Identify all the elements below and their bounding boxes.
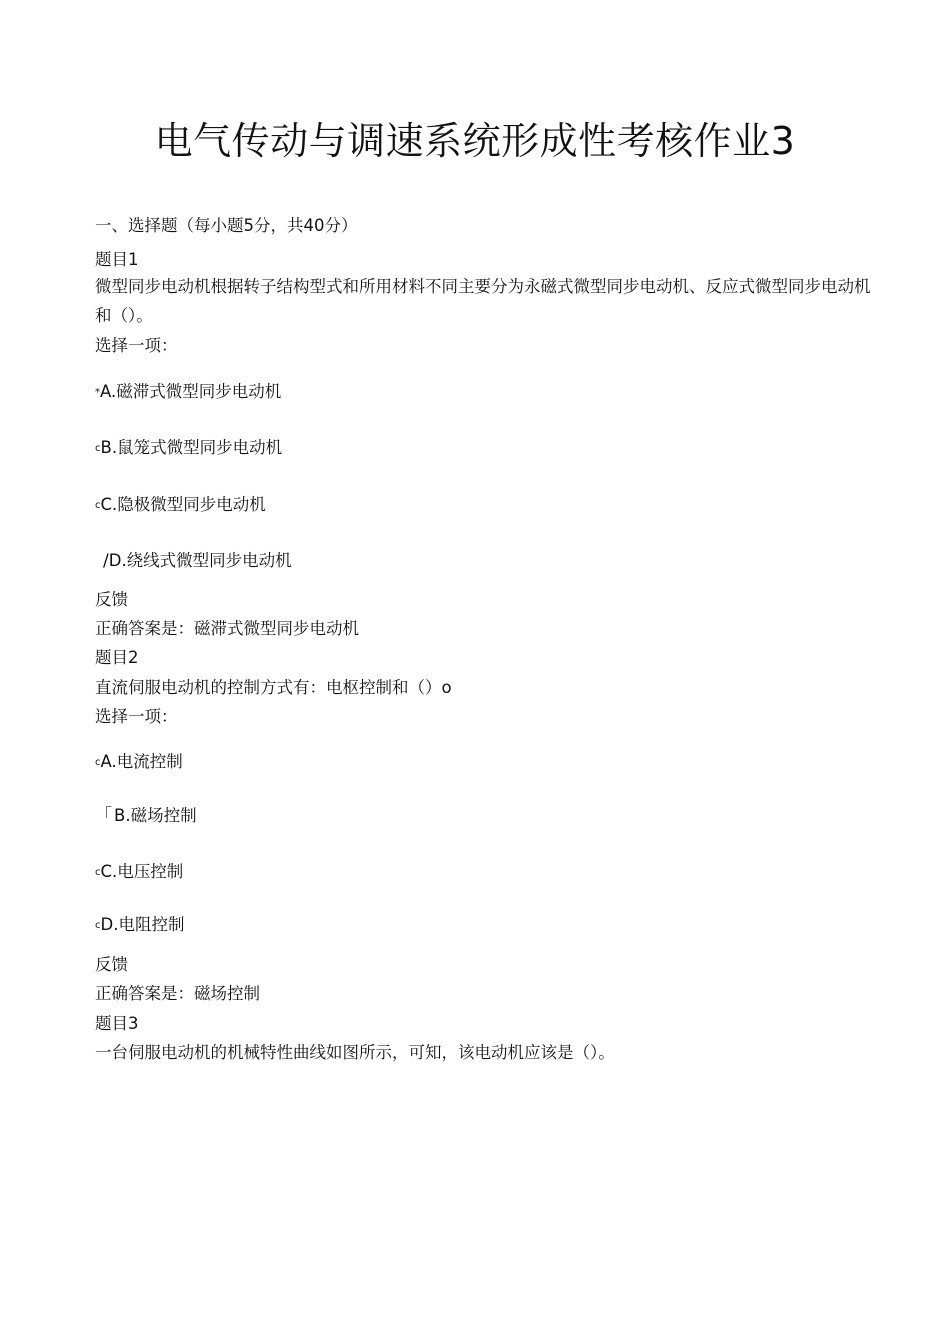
question-1-stem: 微型同步电动机根据转子结构型式和所用材料不同主要分为永磁式微型同步电动机、反应式微型同步电动机和（）。 [95,277,871,325]
question-1-feedback-label: 反馈 [95,590,128,609]
option-text: D.电阻控制 [100,915,185,934]
question-1-option-b[interactable] [95,436,282,461]
question-2-option-c[interactable] [95,860,183,885]
question-1-answer: 正确答案是：磁滞式微型同步电动机 [95,619,359,638]
question-2-prompt: 选择一项： [95,707,178,726]
question-1-label: 题目1 [95,250,139,269]
option-text: A.磁滞式微型同步电动机 [100,382,282,401]
question-3-label: 题目3 [95,1014,139,1033]
question-2-feedback-label: 反馈 [95,955,128,974]
document-title: 电气传动与调速系统形成性考核作业3 [154,119,796,163]
option-text: C.电压控制 [100,862,184,881]
section-heading: 一、选择题（每小题5分，共40分） [95,216,358,235]
option-marker: c [95,443,101,454]
question-2-label: 题目2 [95,648,139,667]
option-marker: c [95,500,101,511]
question-1-prompt: 选择一项： [95,336,178,355]
option-marker: 「 [95,806,112,826]
question-2-option-d[interactable] [95,913,184,938]
option-marker: / [103,551,109,571]
question-3-stem: 一台伺服电动机的机械特性曲线如图所示，可知，该电动机应该是（）。 [95,1043,615,1062]
option-text: A.电流控制 [100,752,183,771]
option-marker: c [95,867,101,878]
option-marker: c [95,757,101,768]
option-text: D.绕线式微型同步电动机 [108,551,292,570]
option-text: C.隐极微型同步电动机 [100,495,266,514]
question-2-answer: 正确答案是：磁场控制 [95,984,260,1003]
question-2-stem: 直流伺服电动机的控制方式有：电枢控制和（）o [95,678,452,697]
option-marker: c [95,920,101,931]
option-text: B.鼠笼式微型同步电动机 [100,438,283,457]
question-1-option-c[interactable] [95,493,266,518]
question-1-option-d[interactable] [95,549,292,573]
question-1-option-a[interactable] [95,380,281,405]
question-2-option-a[interactable] [95,750,183,775]
option-marker: * [95,387,100,398]
question-2-option-b[interactable] [95,804,197,828]
option-text: B.磁场控制 [114,806,197,825]
